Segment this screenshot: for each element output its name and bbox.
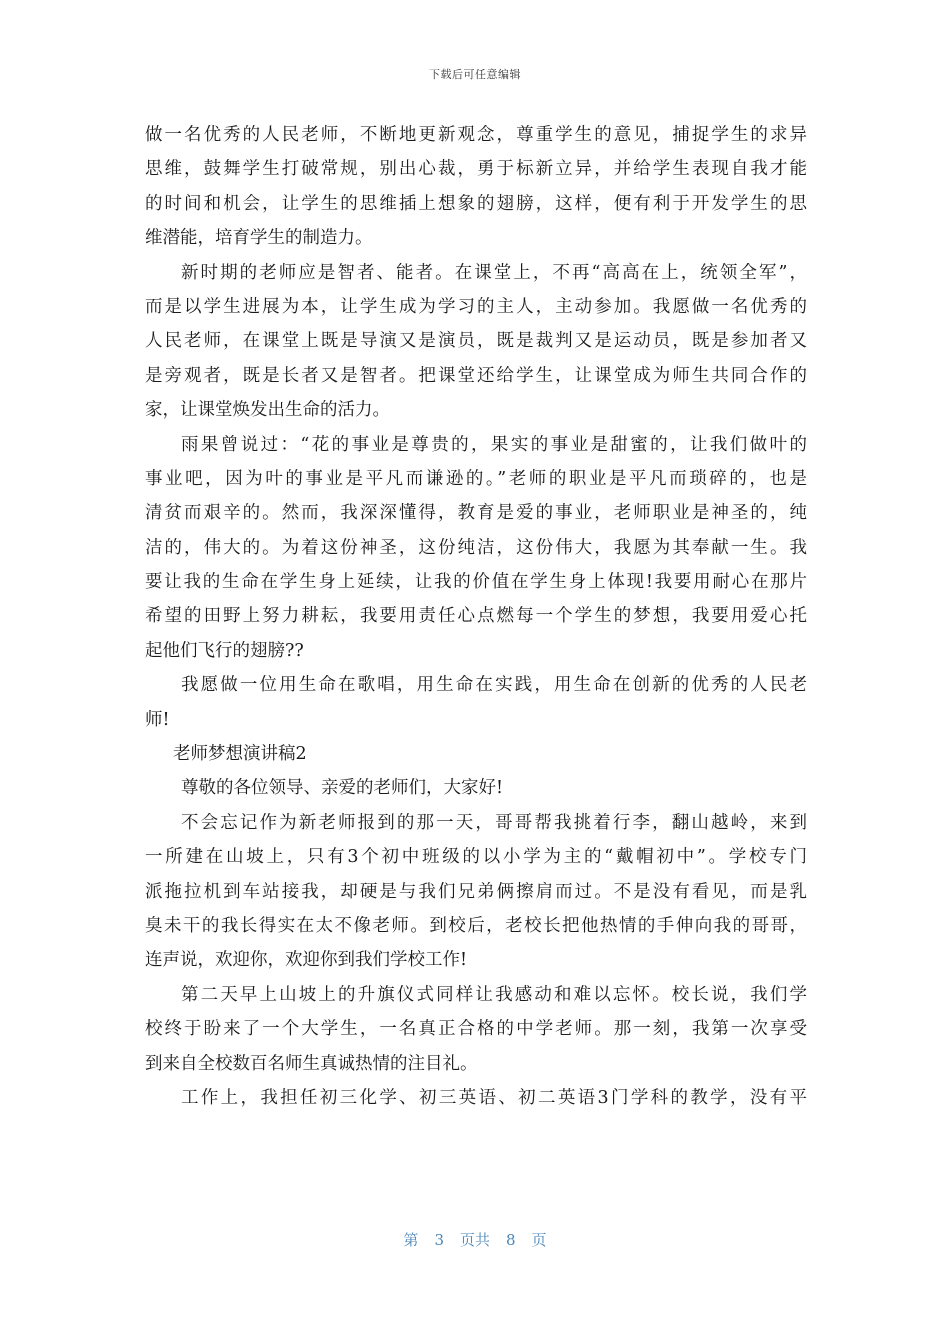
page-label-suffix: 页	[531, 1231, 547, 1249]
text-line: 清贫而艰辛的。然而，我深深懂得，教育是爱的事业，老师职业是神圣的，纯	[145, 503, 807, 524]
page-footer	[0, 1229, 950, 1250]
text-line: 做一名优秀的人民老师，不断地更新观念，尊重学生的意见，捕捉学生的求异	[145, 125, 807, 145]
text-line: 希望的田野上努力耕耘，我要用责任心点燃每一个学生的梦想，我要用爱心托	[145, 606, 807, 627]
text-line: 臭未干的我长得实在太不像老师。到校后，老校长把他热情的手伸向我的哥哥，	[145, 915, 807, 936]
total-pages-number: 8	[506, 1231, 516, 1249]
page-header: 下载后可任意编辑	[429, 68, 521, 81]
current-page-number: 3	[434, 1231, 444, 1249]
text-line: 一所建在山坡上，只有3个初中班级的以小学为主的“戴帽初中”。学校专门	[145, 847, 807, 868]
text-line: 派拖拉机到车站接我，却硬是与我们兄弟俩擦肩而过。不是没有看见，而是乳	[145, 881, 807, 902]
text-line: 起他们飞行的翅膀??	[145, 640, 304, 661]
text-line: 要让我的生命在学生身上延续，让我的价值在学生身上体现!我要用耐心在那片	[145, 572, 807, 593]
text-line: 雨果曾说过：“花的事业是尊贵的，果实的事业是甜蜜的，让我们做叶的	[181, 434, 807, 455]
text-line: 人民老师，在课堂上既是导演又是演员，既是裁判又是运动员，既是参加者又	[145, 331, 807, 352]
paragraph	[145, 428, 807, 669]
text-line: 师!	[145, 709, 170, 730]
page-label-middle: 页共	[459, 1231, 490, 1249]
text-line: 我愿做一位用生命在歌唱，用生命在实践，用生命在创新的优秀的人民老	[181, 675, 807, 696]
document-body	[145, 118, 807, 1115]
paragraph	[145, 256, 807, 428]
page-label-prefix: 第	[403, 1231, 419, 1249]
text-line: 事业吧，因为叶的事业是平凡而谦逊的。”老师的职业是平凡而琐碎的，也是	[145, 468, 807, 489]
text-line: 思维，鼓舞学生打破常规，别出心裁，勇于标新立异，并给学生表现自我才能	[145, 159, 807, 180]
paragraph	[145, 978, 807, 1081]
text-line: 的时间和机会，让学生的思维插上想象的翅膀，这样，便有利于开发学生的思	[145, 193, 807, 214]
text-line: 第二天早上山坡上的升旗仪式同样让我感动和难以忘怀。校长说，我们学	[181, 984, 807, 1005]
text-line: 不会忘记作为新老师报到的那一天，哥哥帮我挑着行李，翻山越岭，来到	[181, 812, 807, 833]
text-line: 家，让课堂焕发出生命的活力。	[145, 400, 390, 421]
text-line: 工作上，我担任初三化学、初三英语、初二英语3门学科的教学，没有平	[181, 1087, 807, 1108]
paragraph	[145, 1081, 807, 1115]
text-line: 新时期的老师应是智者、能者。在课堂上，不再“高高在上，统领全军”，	[181, 262, 807, 283]
salutation	[145, 771, 807, 805]
text-line: 老师梦想演讲稿2	[173, 744, 307, 765]
text-line: 校终于盼来了一个大学生，一名真正合格的中学老师。那一刻，我第一次享受	[145, 1019, 807, 1040]
text-line: 是旁观者，既是长者又是智者。把课堂还给学生，让课堂成为师生共同合作的	[145, 365, 807, 386]
paragraph	[145, 118, 807, 256]
text-line: 到来自全校数百名师生真诚热情的注目礼。	[145, 1053, 478, 1074]
paragraph	[145, 806, 807, 978]
paragraph	[145, 668, 807, 737]
text-line: 维潜能，培育学生的制造力。	[145, 228, 373, 249]
text-line: 洁的，伟大的。为着这份神圣，这份纯洁，这份伟大，我愿为其奉献一生。我	[145, 537, 807, 558]
text-line: 连声说，欢迎你，欢迎你到我们学校工作!	[145, 950, 468, 971]
section-title	[145, 737, 807, 771]
text-line: 尊敬的各位领导、亲爱的老师们，大家好!	[181, 778, 504, 799]
text-line: 而是以学生进展为本，让学生成为学习的主人，主动参加。我愿做一名优秀的	[145, 296, 807, 317]
